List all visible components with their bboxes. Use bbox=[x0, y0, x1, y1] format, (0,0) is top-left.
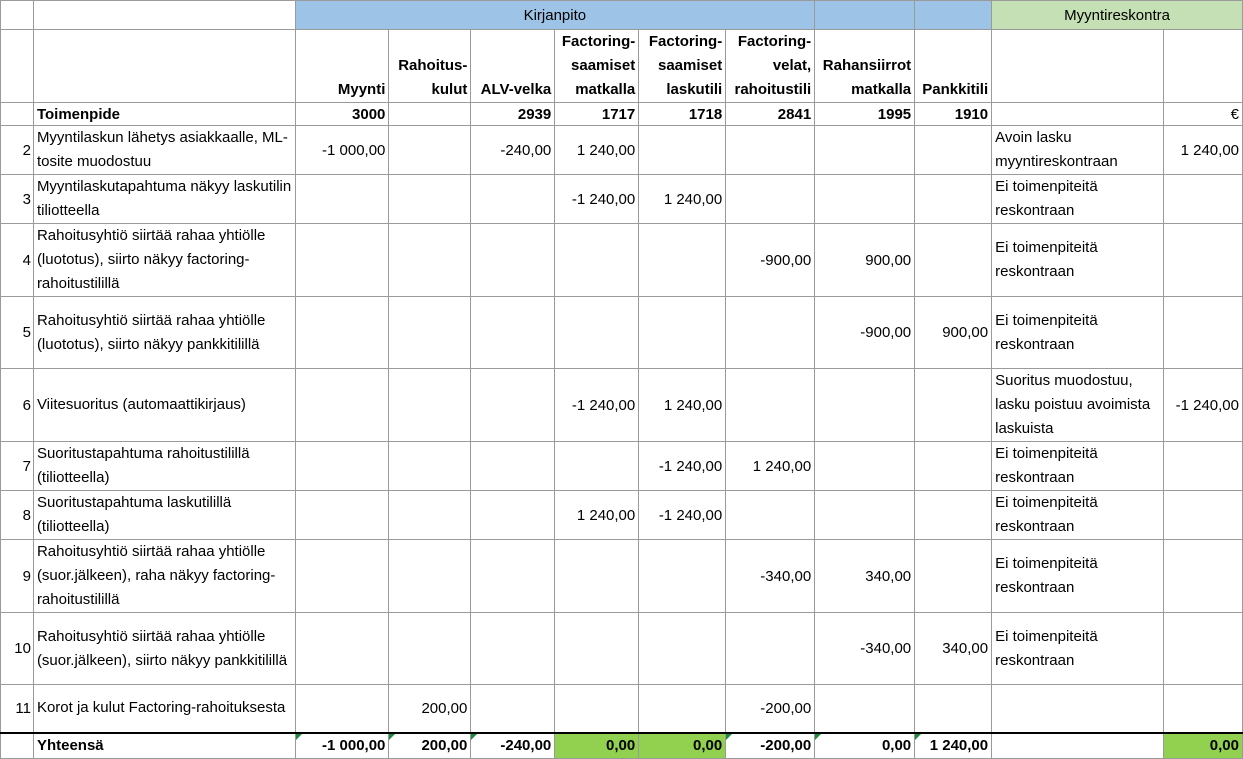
row-description[interactable]: Suoritustapahtuma rahoitustilillä (tiliotteella) bbox=[33, 442, 295, 491]
cell-myynti[interactable] bbox=[295, 685, 389, 733]
cell-myynti[interactable] bbox=[295, 369, 389, 442]
cell-rahansiirrot[interactable]: 340,00 bbox=[815, 540, 915, 613]
cell-alv[interactable] bbox=[471, 685, 555, 733]
empty-cell[interactable] bbox=[1, 103, 34, 126]
cell-fsm[interactable]: -1 240,00 bbox=[555, 175, 639, 224]
account-currency[interactable]: € bbox=[1163, 103, 1242, 126]
row-reskontra-note[interactable]: Suoritus muodostuu, lasku poistuu avoimista laskuista bbox=[992, 369, 1164, 442]
row-reskontra-note[interactable]: Ei toimenpiteitä reskontraan bbox=[992, 491, 1164, 540]
empty-cell[interactable] bbox=[1, 30, 34, 103]
cell-myynti[interactable] bbox=[295, 491, 389, 540]
cell-fvr[interactable] bbox=[726, 297, 815, 369]
account-fsm[interactable]: 1717 bbox=[555, 103, 639, 126]
cell-pankkitili[interactable] bbox=[915, 491, 992, 540]
cell-reskontra-amount[interactable] bbox=[1163, 297, 1242, 369]
row-reskontra-note[interactable]: Avoin lasku myyntireskontraan bbox=[992, 126, 1164, 175]
col-header-factoring-velat[interactable]: Factoring-velat, rahoitustili bbox=[726, 30, 815, 103]
cell-fsm[interactable] bbox=[555, 613, 639, 685]
account-rahansiirrot[interactable]: 1995 bbox=[815, 103, 915, 126]
row-number[interactable]: 11 bbox=[1, 685, 34, 733]
row-number[interactable]: 4 bbox=[1, 224, 34, 297]
col-header-factoring-saamiset-matkalla[interactable]: Factoring-saamiset matkalla bbox=[555, 30, 639, 103]
account-alv[interactable]: 2939 bbox=[471, 103, 555, 126]
cell-fvr[interactable] bbox=[726, 175, 815, 224]
row-number[interactable]: 2 bbox=[1, 126, 34, 175]
cell-fsm[interactable] bbox=[555, 297, 639, 369]
group-header-row bbox=[1, 1, 1243, 30]
cell-myynti[interactable] bbox=[295, 175, 389, 224]
cell-myynti[interactable] bbox=[295, 224, 389, 297]
cell-myynti[interactable] bbox=[295, 442, 389, 491]
cell-rahansiirrot[interactable]: 900,00 bbox=[815, 224, 915, 297]
cell-myynti[interactable] bbox=[295, 297, 389, 369]
cell-fvr[interactable]: -200,00 bbox=[726, 685, 815, 733]
col-header-factoring-saamiset-laskutili[interactable]: Factoring-saamiset laskutili bbox=[639, 30, 726, 103]
group-header-blank[interactable] bbox=[915, 1, 992, 30]
cell-rahoituskulut[interactable] bbox=[389, 369, 471, 442]
row-description[interactable]: Myyntilaskun lähetys asiakkaalle, ML-tosite muodostuu bbox=[33, 126, 295, 175]
table-row bbox=[1, 369, 1243, 442]
cell-alv[interactable] bbox=[471, 442, 555, 491]
cell-rahoituskulut[interactable] bbox=[389, 297, 471, 369]
empty-cell[interactable] bbox=[33, 30, 295, 103]
row-number[interactable]: 10 bbox=[1, 613, 34, 685]
row-description[interactable]: Rahoitusyhtiö siirtää rahaa yhtiölle (luototus), siirto näkyy pankkitilillä bbox=[33, 297, 295, 369]
cell-alv[interactable] bbox=[471, 175, 555, 224]
col-header-rahoituskulut[interactable]: Rahoitus-kulut bbox=[389, 30, 471, 103]
cell-fsl[interactable] bbox=[639, 540, 726, 613]
cell-rahansiirrot[interactable] bbox=[815, 442, 915, 491]
cell-fsl[interactable]: -1 240,00 bbox=[639, 491, 726, 540]
cell-reskontra-amount[interactable]: -1 240,00 bbox=[1163, 369, 1242, 442]
cell-fvr[interactable] bbox=[726, 613, 815, 685]
cell-fsl[interactable]: 1 240,00 bbox=[639, 369, 726, 442]
cell-fvr[interactable]: 1 240,00 bbox=[726, 442, 815, 491]
cell-fsm[interactable]: 1 240,00 bbox=[555, 126, 639, 175]
group-header-myyntireskontra[interactable]: Myyntireskontra bbox=[992, 1, 1243, 30]
group-header-blank[interactable] bbox=[815, 1, 915, 30]
account-rahoituskulut[interactable] bbox=[389, 103, 471, 126]
account-row-label[interactable]: Toimenpide bbox=[33, 103, 295, 126]
col-header-pankkitili[interactable]: Pankkitili bbox=[915, 30, 992, 103]
table-row bbox=[1, 175, 1243, 224]
cell-rahansiirrot[interactable] bbox=[815, 491, 915, 540]
cell-fsl[interactable] bbox=[639, 613, 726, 685]
total-rahansiirrot[interactable]: 0,00 bbox=[815, 733, 915, 759]
account-fvr[interactable]: 2841 bbox=[726, 103, 815, 126]
total-fsl[interactable]: 0,00 bbox=[639, 733, 726, 759]
corner-cell[interactable] bbox=[1, 1, 34, 30]
row-description[interactable]: Rahoitusyhtiö siirtää rahaa yhtiölle (suor.jälkeen), siirto näkyy pankkitilillä bbox=[33, 613, 295, 685]
cell-fvr[interactable] bbox=[726, 369, 815, 442]
cell-myynti[interactable]: -1 000,00 bbox=[295, 126, 389, 175]
empty-cell[interactable] bbox=[33, 1, 295, 30]
cell-reskontra-amount[interactable] bbox=[1163, 540, 1242, 613]
empty-cell[interactable] bbox=[1, 733, 34, 759]
row-number[interactable]: 5 bbox=[1, 297, 34, 369]
cell-fsm[interactable]: -1 240,00 bbox=[555, 369, 639, 442]
account-myynti[interactable]: 3000 bbox=[295, 103, 389, 126]
cell-rahoituskulut[interactable] bbox=[389, 175, 471, 224]
cell-rahansiirrot[interactable] bbox=[815, 685, 915, 733]
row-number[interactable]: 9 bbox=[1, 540, 34, 613]
account-pankkitili[interactable]: 1910 bbox=[915, 103, 992, 126]
cell-alv[interactable] bbox=[471, 491, 555, 540]
cell-myynti[interactable] bbox=[295, 540, 389, 613]
row-reskontra-note[interactable]: Ei toimenpiteitä reskontraan bbox=[992, 540, 1164, 613]
cell-rahoituskulut[interactable] bbox=[389, 491, 471, 540]
row-reskontra-note[interactable]: Ei toimenpiteitä reskontraan bbox=[992, 613, 1164, 685]
row-number[interactable]: 8 bbox=[1, 491, 34, 540]
cell-alv[interactable] bbox=[471, 224, 555, 297]
cell-pankkitili[interactable] bbox=[915, 126, 992, 175]
cell-pankkitili[interactable] bbox=[915, 224, 992, 297]
empty-cell[interactable] bbox=[992, 103, 1164, 126]
empty-cell[interactable] bbox=[1163, 30, 1242, 103]
cell-fsm[interactable]: 1 240,00 bbox=[555, 491, 639, 540]
table-row bbox=[1, 491, 1243, 540]
cell-alv[interactable] bbox=[471, 297, 555, 369]
cell-rahansiirrot[interactable] bbox=[815, 369, 915, 442]
row-description[interactable]: Myyntilaskutapahtuma näkyy laskutilin tiliotteella bbox=[33, 175, 295, 224]
cell-pankkitili[interactable] bbox=[915, 442, 992, 491]
total-myynti[interactable]: -1 000,00 bbox=[295, 733, 389, 759]
row-number[interactable]: 6 bbox=[1, 369, 34, 442]
cell-fvr[interactable] bbox=[726, 126, 815, 175]
cell-fsm[interactable] bbox=[555, 685, 639, 733]
table-row bbox=[1, 442, 1243, 491]
row-number[interactable]: 7 bbox=[1, 442, 34, 491]
cell-rahoituskulut[interactable] bbox=[389, 613, 471, 685]
cell-alv[interactable]: -240,00 bbox=[471, 126, 555, 175]
totals-label[interactable]: Yhteensä bbox=[33, 733, 295, 759]
total-fvr[interactable]: -200,00 bbox=[726, 733, 815, 759]
cell-myynti[interactable] bbox=[295, 613, 389, 685]
row-reskontra-note[interactable]: Ei toimenpiteitä reskontraan bbox=[992, 297, 1164, 369]
cell-rahansiirrot[interactable]: -340,00 bbox=[815, 613, 915, 685]
cell-rahoituskulut[interactable] bbox=[389, 540, 471, 613]
row-description[interactable]: Korot ja kulut Factoring-rahoituksesta bbox=[33, 685, 295, 733]
table-row bbox=[1, 540, 1243, 613]
group-header-kirjanpito[interactable]: Kirjanpito bbox=[295, 1, 815, 30]
cell-reskontra-amount[interactable] bbox=[1163, 685, 1242, 733]
row-reskontra-note[interactable]: Ei toimenpiteitä reskontraan bbox=[992, 442, 1164, 491]
table-row bbox=[1, 613, 1243, 685]
table-row bbox=[1, 224, 1243, 297]
total-rahoituskulut[interactable]: 200,00 bbox=[389, 733, 471, 759]
column-header-row bbox=[1, 30, 1243, 103]
row-reskontra-note[interactable] bbox=[992, 685, 1164, 733]
cell-rahansiirrot[interactable]: -900,00 bbox=[815, 297, 915, 369]
cell-fsl[interactable]: -1 240,00 bbox=[639, 442, 726, 491]
cell-fsl[interactable]: 1 240,00 bbox=[639, 175, 726, 224]
table-row bbox=[1, 297, 1243, 369]
row-reskontra-note[interactable]: Ei toimenpiteitä reskontraan bbox=[992, 175, 1164, 224]
account-row bbox=[1, 103, 1243, 126]
cell-rahoituskulut[interactable] bbox=[389, 126, 471, 175]
row-number[interactable]: 3 bbox=[1, 175, 34, 224]
cell-fsl[interactable] bbox=[639, 685, 726, 733]
total-reskontra-note[interactable] bbox=[992, 733, 1164, 759]
cell-rahansiirrot[interactable] bbox=[815, 126, 915, 175]
cell-rahoituskulut[interactable]: 200,00 bbox=[389, 685, 471, 733]
account-fsl[interactable]: 1718 bbox=[639, 103, 726, 126]
cell-pankkitili[interactable] bbox=[915, 175, 992, 224]
cell-reskontra-amount[interactable]: 1 240,00 bbox=[1163, 126, 1242, 175]
cell-fvr[interactable]: -900,00 bbox=[726, 224, 815, 297]
col-header-rahansiirrot[interactable]: Rahansiirrot matkalla bbox=[815, 30, 915, 103]
cell-fsl[interactable] bbox=[639, 224, 726, 297]
row-description[interactable]: Rahoitusyhtiö siirtää rahaa yhtiölle (luototus), siirto näkyy factoring-rahoitustilillä bbox=[33, 224, 295, 297]
cell-alv[interactable] bbox=[471, 613, 555, 685]
cell-fsm[interactable] bbox=[555, 224, 639, 297]
row-description[interactable]: Viitesuoritus (automaattikirjaus) bbox=[33, 369, 295, 442]
cell-alv[interactable] bbox=[471, 369, 555, 442]
col-header-alv[interactable]: ALV-velka bbox=[471, 30, 555, 103]
empty-cell[interactable] bbox=[992, 30, 1164, 103]
table-row bbox=[1, 685, 1243, 733]
row-description[interactable]: Suoritustapahtuma laskutilillä (tiliotteella) bbox=[33, 491, 295, 540]
cell-fsl[interactable] bbox=[639, 126, 726, 175]
cell-fsl[interactable] bbox=[639, 297, 726, 369]
cell-rahoituskulut[interactable] bbox=[389, 442, 471, 491]
cell-reskontra-amount[interactable] bbox=[1163, 175, 1242, 224]
cell-pankkitili[interactable]: 900,00 bbox=[915, 297, 992, 369]
cell-fsm[interactable] bbox=[555, 442, 639, 491]
cell-pankkitili[interactable]: 340,00 bbox=[915, 613, 992, 685]
cell-pankkitili[interactable] bbox=[915, 540, 992, 613]
cell-reskontra-amount[interactable] bbox=[1163, 491, 1242, 540]
cell-pankkitili[interactable] bbox=[915, 685, 992, 733]
totals-row bbox=[1, 733, 1243, 759]
total-fsm[interactable]: 0,00 bbox=[555, 733, 639, 759]
cell-pankkitili[interactable] bbox=[915, 369, 992, 442]
table-row bbox=[1, 126, 1243, 175]
cell-reskontra-amount[interactable] bbox=[1163, 224, 1242, 297]
cell-fvr[interactable]: -340,00 bbox=[726, 540, 815, 613]
cell-reskontra-amount[interactable] bbox=[1163, 442, 1242, 491]
cell-fvr[interactable] bbox=[726, 491, 815, 540]
cell-fsm[interactable] bbox=[555, 540, 639, 613]
col-header-myynti[interactable]: Myynti bbox=[295, 30, 389, 103]
cell-reskontra-amount[interactable] bbox=[1163, 613, 1242, 685]
total-alv[interactable]: -240,00 bbox=[471, 733, 555, 759]
total-reskontra-amount[interactable]: 0,00 bbox=[1163, 733, 1242, 759]
row-description[interactable]: Rahoitusyhtiö siirtää rahaa yhtiölle (suor.jälkeen), raha näkyy factoring-rahoitustilillä bbox=[33, 540, 295, 613]
row-reskontra-note[interactable]: Ei toimenpiteitä reskontraan bbox=[992, 224, 1164, 297]
cell-rahoituskulut[interactable] bbox=[389, 224, 471, 297]
cell-rahansiirrot[interactable] bbox=[815, 175, 915, 224]
total-pankkitili[interactable]: 1 240,00 bbox=[915, 733, 992, 759]
cell-alv[interactable] bbox=[471, 540, 555, 613]
